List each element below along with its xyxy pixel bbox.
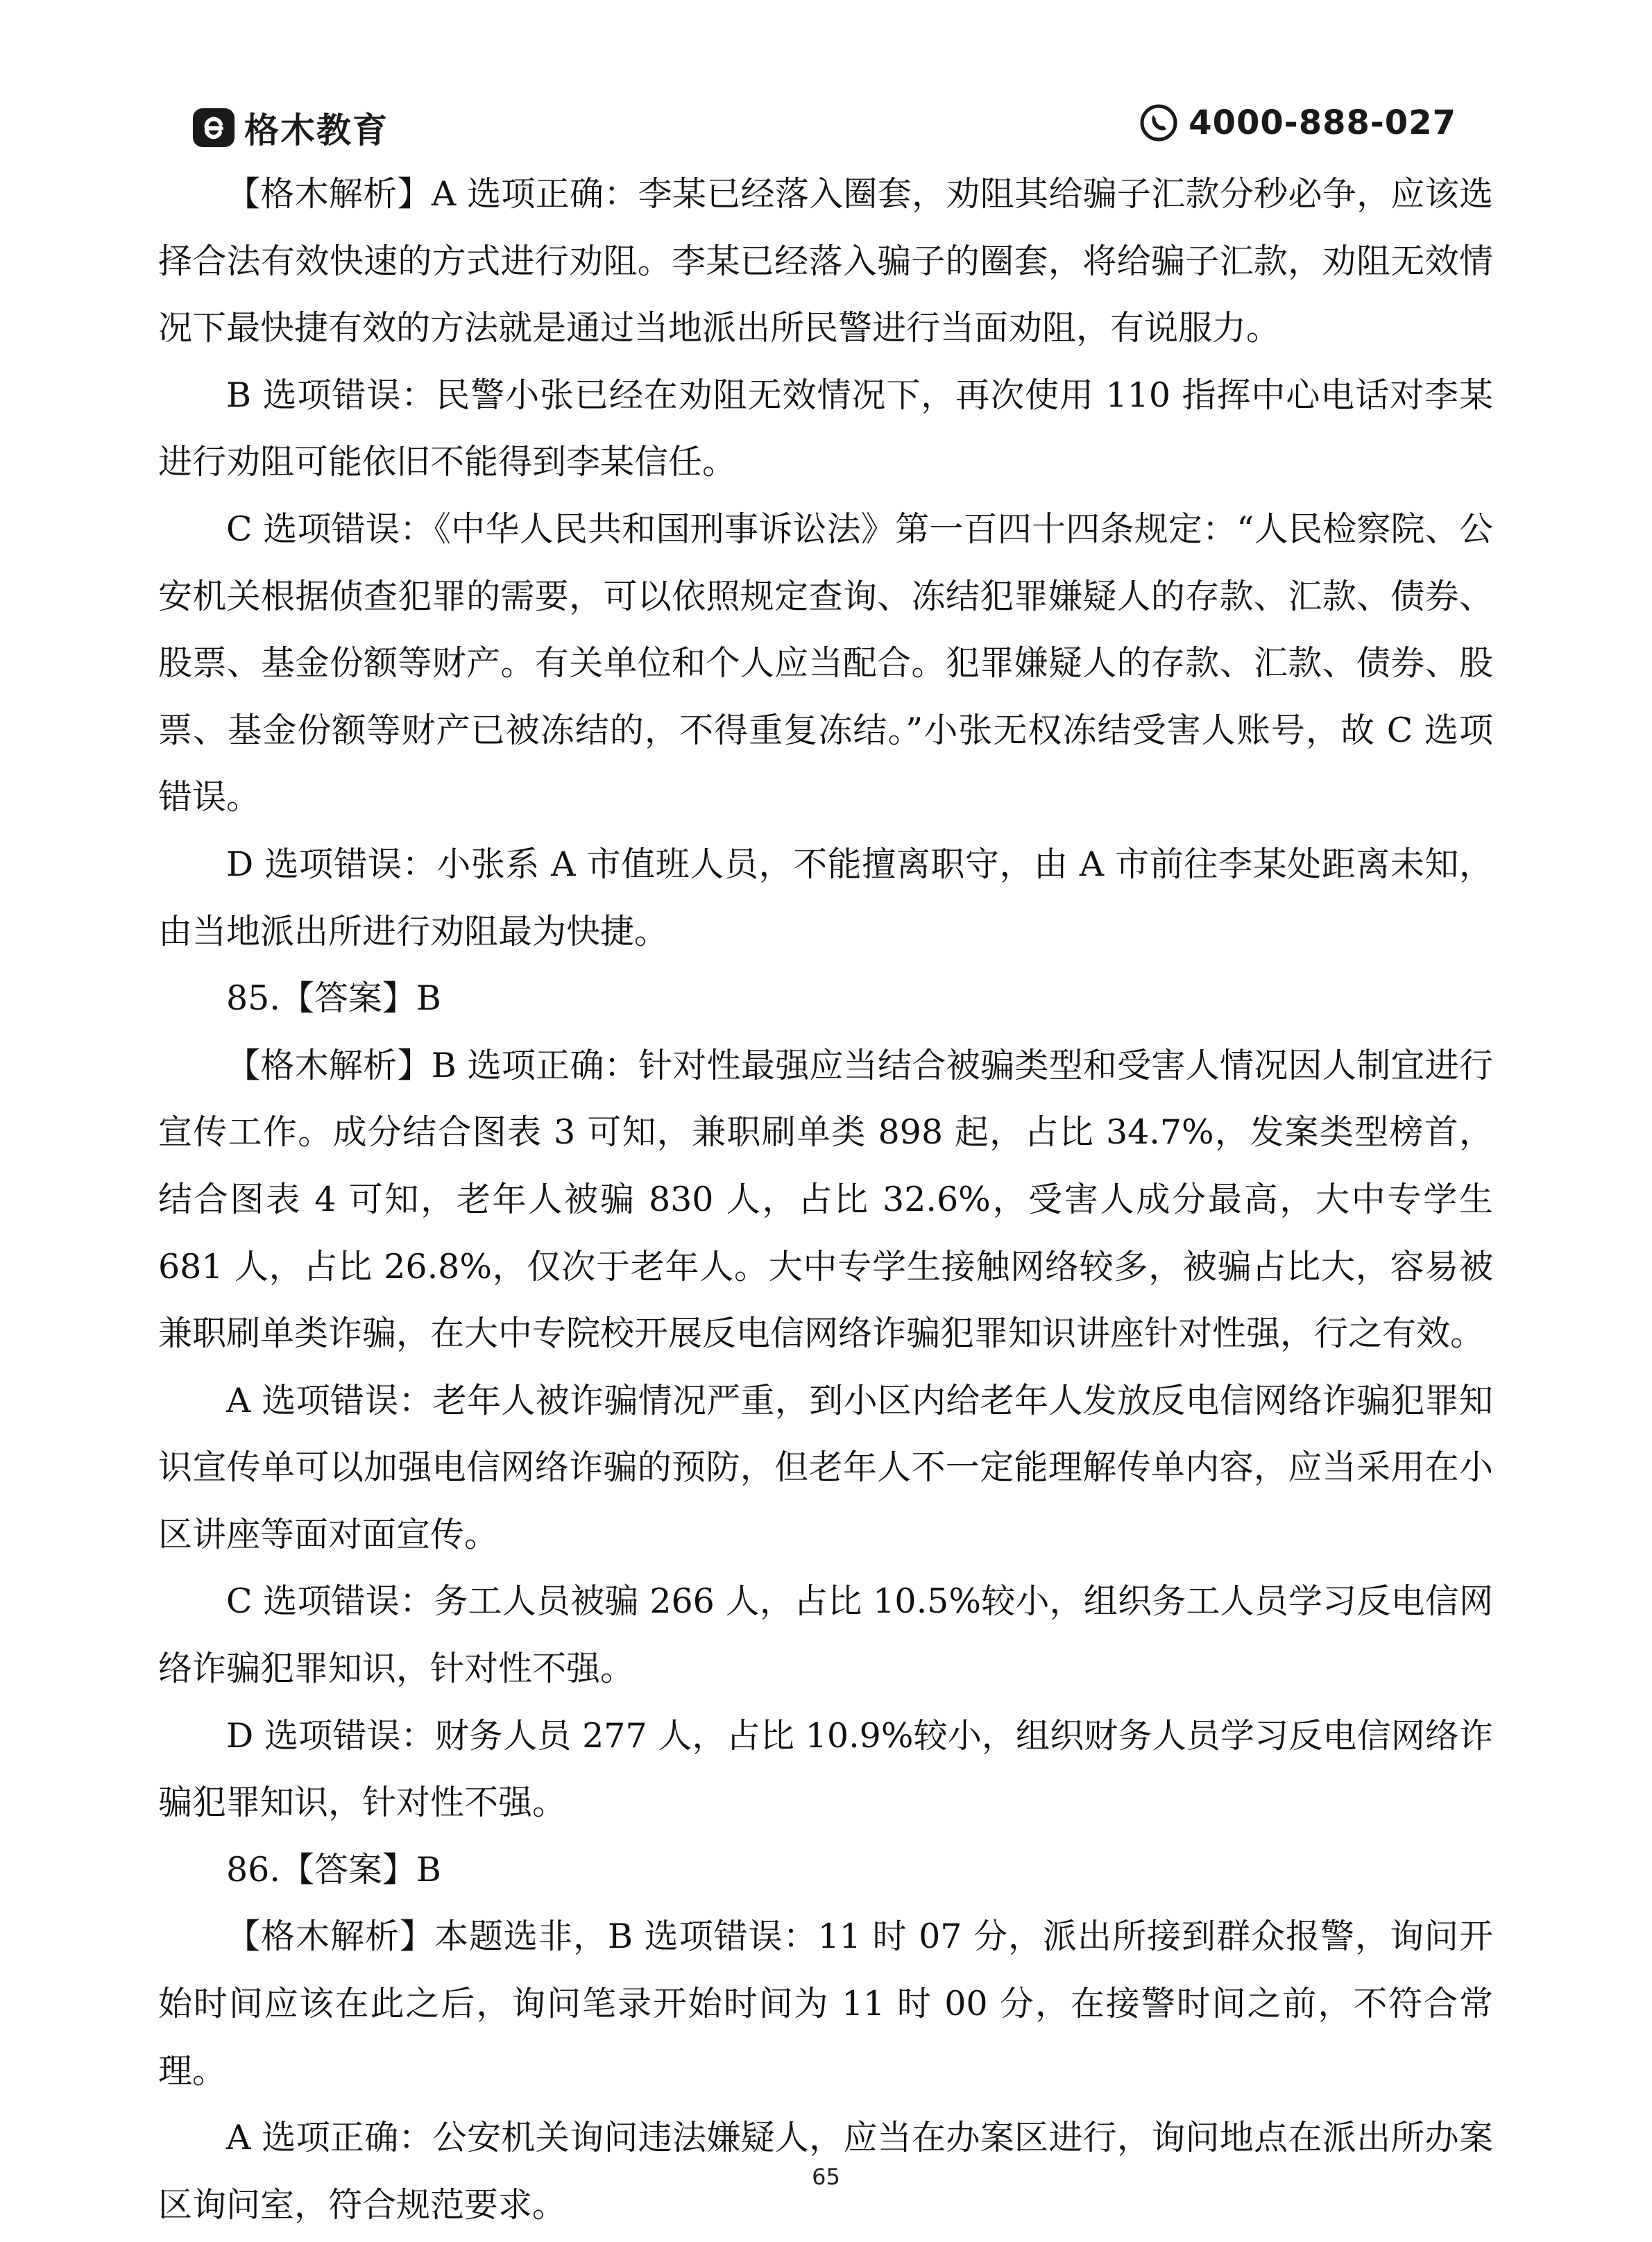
paragraph-84-option-b: B 选项错误：民警小张已经在劝阻无效情况下，再次使用 110 指挥中心电话对李某进行劝阻可能依旧不能得到李某信任。 [158,375,1493,482]
e-logo-icon [193,108,235,147]
hotline [1139,103,1456,143]
brand [193,103,389,153]
paragraph-86-option-a: A 选项正确：公安机关询问违法嫌疑人，应当在办案区进行，询问地点在派出所办案区询问室，符合规范要求。 [158,2118,1493,2225]
paragraph-85-option-a: A 选项错误：老年人被诈骗情况严重，到小区内给老年人发放反电信网络诈骗犯罪知识宣传单可以加强电信网络诈骗的预防，但老年人不一定能理解传单内容，应当采用在小区讲座等面对面宣传。 [158,1380,1493,1554]
brand-name: 格木教育 [244,110,389,151]
hotline-number: 4000-888-027 [1189,103,1456,142]
paragraph-84-option-c: C 选项错误：《中华人民共和国刑事诉讼法》第一百四十四条规定：“人民检察院、公安机关根据侦查犯罪的需要，可以依照规定查询、冻结犯罪嫌疑人的存款、汇款、债券、股票、基金份额等财产。有关单位和个人应当配合。犯罪嫌疑人的存款、汇款、债券、股票、基金份额等财产已被冻结的，不得重复冻结。”小张无权冻结受害人账号，故 C 选项错误。 [158,509,1493,817]
paragraph-86-analysis-b: 【格木解析】本题选非，B 选项错误：11 时 07 分，派出所接到群众报警，询问开始时间应该在此之后，询问笔录开始时间为 11 时 00 分，在接警时间之前，不符合常理。 [158,1917,1493,2091]
paragraph-84-analysis-a: 【格木解析】A 选项正确：李某已经落入圈套，劝阻其给骗子汇款分秒必争，应该选择合法有效快速的方式进行劝阻。李某已经落入骗子的圈套，将给骗子汇款，劝阻无效情况下最快捷有效的方法就是通过当地派出所民警进行当面劝阻，有说服力。 [158,174,1493,348]
paragraph-85-option-c: C 选项错误：务工人员被骗 266 人，占比 10.5%较小，组织务工人员学习反电信网络诈骗犯罪知识，针对性不强。 [158,1581,1493,1689]
page-header [0,0,1652,167]
paragraph-84-option-d: D 选项错误：小张系 A 市值班人员，不能擅离职守，由 A 市前往李某处距离未知，由当地派出所进行劝阻最为快捷。 [158,844,1493,951]
page-number: 65 [812,2164,840,2190]
paragraph-85-option-d: D 选项错误：财务人员 277 人，占比 10.9%较小，组织财务人员学习反电信网络诈骗犯罪知识，针对性不强。 [158,1715,1493,1823]
phone-icon [1139,103,1179,143]
answer-85: 85.【答案】B [226,978,441,1019]
document-body [158,161,1493,2239]
answer-86: 86.【答案】B [226,1849,441,1889]
paragraph-85-analysis-b: 【格木解析】B 选项正确：针对性最强应当结合被骗类型和受害人情况因人制宜进行宣传工作。成分结合图表 3 可知，兼职刷单类 898 起，占比 34.7%，发案类型榜首，结合图表 4 可知，老年人被骗 830 人，占比 32.6%，受害人成分最高，大中专学生 681 人，占比 26.8%，仅次于老年人。大中专学生接触网络较多，被骗占比大，容易被兼职刷单类诈骗，在大中专院校开展反电信网络诈骗犯罪知识讲座针对性强，行之有效。 [158,1045,1493,1354]
